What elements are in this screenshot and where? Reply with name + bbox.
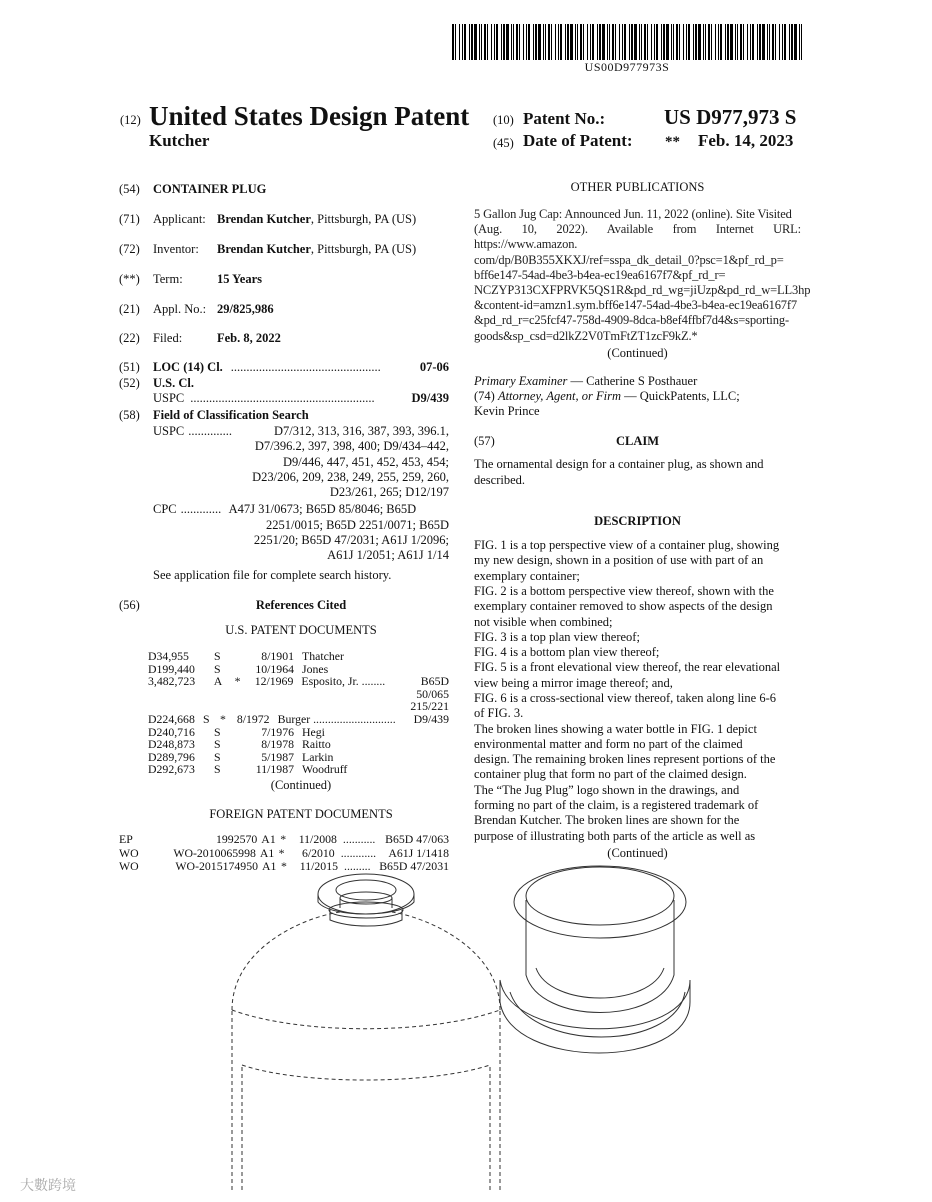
us-patent-doc-row <box>148 675 449 700</box>
barcode-bar <box>639 24 640 60</box>
barcode-bar <box>789 24 790 60</box>
claim-line: described. <box>474 472 526 487</box>
field-uspc-label: USPC <box>153 424 185 438</box>
barcode-number: US00D977973S <box>584 60 670 74</box>
applicant-name: Brendan Kutcher <box>217 212 311 226</box>
barcode-bar <box>599 24 601 60</box>
us-docs-continued: (Continued) <box>270 777 332 792</box>
barcode-bar <box>767 24 768 60</box>
barcode-bar <box>651 24 652 60</box>
field-cpc-label: CPC <box>153 502 177 517</box>
us-patent-doc-row <box>148 763 449 776</box>
description-line: of FIG. 3. <box>474 706 524 721</box>
description-line: FIG. 5 is a front elevational view thereof, the rear elevational <box>474 660 781 675</box>
term-label: Term: <box>153 272 183 286</box>
barcode-bar <box>523 24 524 60</box>
barcode-bar <box>526 24 527 60</box>
other-publication-line: NCZYP313CXFPRVK5QS1R&pd_rd_wg=jiUzp&pd_rd_w=LL3hp <box>474 283 811 298</box>
other-publication-line: com/dp/B0B355XKXJ/ref=sspa_dk_detail_0?psc=1&pf_rd_p= <box>474 252 784 267</box>
barcode-bar <box>597 24 598 60</box>
barcode-bar <box>565 24 566 60</box>
code-54: (54) <box>119 182 140 196</box>
see-application-note: See application file for complete search history. <box>153 567 392 582</box>
claim-text <box>474 457 801 488</box>
foreign-doc-dots: ........... <box>342 832 376 847</box>
us-doc-star <box>228 650 248 663</box>
patent-type-title: United States Design Patent <box>149 101 470 131</box>
barcode-bar <box>673 24 674 60</box>
barcode-bar <box>750 24 751 60</box>
us-doc-name: Esposito, Jr. ........ <box>301 674 386 689</box>
barcode-bar <box>580 24 582 60</box>
us-patent-documents-list <box>119 650 449 776</box>
foreign-doc-country: WO <box>119 859 139 874</box>
attorney-name: Kevin Prince <box>474 404 540 419</box>
patent-date: Feb. 14, 2023 <box>698 131 794 150</box>
us-doc-cls <box>385 650 449 663</box>
us-doc-cls: 215/221 <box>410 699 449 714</box>
field-uspc-leader: .............. <box>188 424 233 438</box>
code-52: (52) <box>119 376 140 390</box>
us-doc-cls: D9/439 <box>413 711 449 726</box>
barcode-bar <box>533 24 534 60</box>
inventor-location: , Pittsburgh, PA (US) <box>310 242 417 256</box>
code-56: (56) <box>119 597 140 612</box>
barcode-bar <box>725 24 726 60</box>
us-doc-num: D199,440 <box>148 661 195 676</box>
us-doc-cls <box>385 751 449 764</box>
foreign-doc-cls: B65D 47/2031 <box>379 859 449 874</box>
other-publication-line: (Aug. 10, 2022). Available from Internet URL: https://www.amazon. <box>474 222 801 252</box>
foreign-doc-country: WO <box>119 845 139 860</box>
attorney-label: Attorney, Agent, or Firm <box>497 389 621 404</box>
description-line: not visible when combined; <box>474 614 613 629</box>
inventor-label: Inventor: <box>153 242 199 256</box>
patent-no-label: Patent No.: <box>523 109 606 128</box>
barcode-bar <box>622 24 623 60</box>
appl-no-label: Appl. No.: <box>153 302 207 316</box>
barcode-bar <box>779 24 780 60</box>
barcode-bar <box>686 24 687 60</box>
code-term: (**) <box>119 272 140 286</box>
description-line: FIG. 6 is a cross-sectional view thereof, taken along line 6-6 <box>474 690 776 705</box>
barcode-bar <box>501 24 502 60</box>
description-line: FIG. 3 is a top plan view thereof; <box>474 629 640 644</box>
barcode-bar <box>769 24 770 60</box>
barcode-bar <box>602 24 605 60</box>
foreign-doc-kind: A1 <box>261 832 276 847</box>
description-label: DESCRIPTION <box>594 514 681 529</box>
barcode-bar <box>775 24 776 60</box>
barcode-bar <box>570 24 573 60</box>
barcode-bar <box>654 24 655 60</box>
us-doc-num: D34,955 <box>148 648 189 663</box>
us-doc-kind: A <box>213 674 223 689</box>
us-doc-name: Larkin <box>302 749 334 764</box>
barcode-bar <box>491 24 492 60</box>
us-doc-star: * <box>234 674 241 689</box>
other-publication-line: goods&sp_csd=d2lkZ2V0TmFtZT1zcF9kZ.* <box>474 328 698 343</box>
us-doc-star: * <box>220 711 226 726</box>
uspc-leader: ........................................................... <box>190 391 375 405</box>
right-column <box>474 180 811 861</box>
description-line: container plug that form no part of the claimed design. <box>474 767 747 782</box>
barcode-bar <box>459 24 460 60</box>
barcode-bar <box>644 24 646 60</box>
barcode-bar <box>743 24 744 60</box>
code-22: (22) <box>119 331 140 345</box>
barcode-bar <box>740 24 742 60</box>
barcode-bar <box>462 24 463 60</box>
uspc-value: D9/439 <box>411 391 449 405</box>
barcode-bar <box>641 24 642 60</box>
barcode-bar <box>683 24 684 60</box>
barcode-bar <box>464 24 466 60</box>
foreign-doc-dots: ......... <box>344 859 371 874</box>
description-line: FIG. 4 is a bottom plan view thereof; <box>474 645 660 660</box>
barcode-bar <box>560 24 562 60</box>
us-doc-date: 10/1964 <box>255 661 294 676</box>
barcode-bar <box>757 24 758 60</box>
us-doc-num: 3,482,723 <box>148 674 196 689</box>
us-doc-num: D289,796 <box>148 749 195 764</box>
barcode-bar <box>577 24 578 60</box>
foreign-patent-documents-label: FOREIGN PATENT DOCUMENTS <box>209 807 393 822</box>
us-doc-star <box>228 763 248 776</box>
foreign-doc-country: EP <box>119 832 133 847</box>
applicant-label: Applicant: <box>153 212 206 226</box>
barcode-bar <box>455 24 456 60</box>
watermark-logo: 大數跨境 <box>20 1179 76 1194</box>
attorney-firm: — QuickPatents, LLC; <box>620 389 740 404</box>
other-publication-line: bff6e147-54ad-4be3-b4ea-ec19ea6167f7&pf_rd_r= <box>474 267 726 282</box>
barcode-bar <box>528 24 530 60</box>
us-doc-date: 8/1901 <box>261 648 294 663</box>
barcode-bar <box>703 24 704 60</box>
barcode-bar <box>695 24 697 60</box>
foreign-doc-star: * <box>281 859 287 874</box>
foreign-doc-date: 11/2008 <box>298 832 337 847</box>
barcode-bar <box>469 24 470 60</box>
barcode-bar <box>656 24 658 60</box>
barcode-bar <box>715 24 716 60</box>
barcode-bar <box>693 24 694 60</box>
barcode-bar <box>607 24 608 60</box>
date-marker: ** <box>665 134 680 150</box>
barcode-bar <box>452 24 454 60</box>
barcode-bar <box>471 24 473 60</box>
barcode-bar <box>671 24 672 60</box>
loc-leader: ................................................ <box>230 360 381 374</box>
barcode-bar <box>484 24 486 60</box>
us-doc-star <box>228 751 248 764</box>
us-doc-kind: S <box>202 711 210 726</box>
us-patent-doc-row <box>148 650 449 663</box>
description-line: forming no part of the claim, is a registered trademark of <box>474 798 759 813</box>
barcode-bar <box>587 24 588 60</box>
description-line: design. The remaining broken lines represent portions of the <box>474 752 776 767</box>
other-publication-line: &pd_rd_r=c25fcf47-758d-4909-8dca-b8ef4ffbf7d4&s=sporting- <box>474 313 789 328</box>
description-line: exemplary container removed to show aspects of the design <box>474 599 773 614</box>
barcode-bar <box>496 24 498 60</box>
us-doc-kind: S <box>214 737 221 752</box>
barcode-bar <box>759 24 761 60</box>
us-doc-name: Woodruff <box>302 762 348 777</box>
description-line: The “The Jug Plug” logo shown in the drawings, and <box>474 782 740 797</box>
barcode-bar <box>720 24 722 60</box>
description-line: The broken lines showing a water bottle in FIG. 1 depict <box>474 721 757 736</box>
us-doc-kind: S <box>214 749 221 764</box>
code-51: (51) <box>119 360 140 374</box>
left-column <box>119 182 449 874</box>
barcode-bar <box>688 24 690 60</box>
barcode-bar <box>619 24 620 60</box>
description-line: environmental matter and form no part of the claimed <box>474 736 743 751</box>
barcode-bar <box>772 24 774 60</box>
barcode-bar <box>676 24 678 60</box>
date-of-patent-label: Date of Patent: <box>523 131 633 150</box>
field-uspc-line: D23/261, 265; D12/197 <box>329 485 449 500</box>
other-publication-line: &content-id=amzn1.sym.bff6e147-54ad-4be3-b4ea-ec19ea6167f7 <box>474 298 798 313</box>
field-uspc-line: D7/396.2, 397, 398, 400; D9/434–442, <box>254 439 449 454</box>
claim-label: CLAIM <box>615 434 660 449</box>
us-doc-star <box>228 726 248 739</box>
foreign-patent-doc-row <box>119 833 449 847</box>
other-publications-label: OTHER PUBLICATIONS <box>570 180 705 194</box>
figure-drawing <box>0 860 932 1200</box>
bottle-outline <box>232 912 500 1190</box>
barcode-bar <box>705 24 706 60</box>
barcode-bar <box>519 24 520 60</box>
us-cl-label: U.S. Cl. <box>153 376 194 390</box>
barcode-bar <box>590 24 591 60</box>
field-uspc-line: D23/206, 209, 238, 249, 255, 259, 260, <box>252 469 449 484</box>
barcode-bar <box>558 24 559 60</box>
barcode-bar <box>663 24 665 60</box>
barcode-bar <box>708 24 710 60</box>
loc-value: 07-06 <box>419 360 449 374</box>
barcode-bar <box>794 24 797 60</box>
barcode-bar <box>474 24 477 60</box>
foreign-doc-dots: ............ <box>340 845 377 860</box>
field-uspc-values <box>230 424 449 500</box>
us-doc-num: D248,873 <box>148 737 195 752</box>
inventor-name: Brendan Kutcher <box>217 242 311 256</box>
term-value: 15 Years <box>217 272 263 286</box>
barcode-bar <box>718 24 719 60</box>
examiner-name: — Catherine S Posthauer <box>567 373 698 388</box>
barcode-bar <box>567 24 569 60</box>
us-patent-documents-label: U.S. PATENT DOCUMENTS <box>225 622 377 637</box>
loc-label: LOC (14) Cl. <box>153 360 223 374</box>
field-uspc-line: D9/446, 447, 451, 452, 453, 454; <box>283 454 449 469</box>
barcode-bar <box>634 24 637 60</box>
barcode-bar <box>661 24 662 60</box>
us-doc-cls <box>385 738 449 751</box>
filed-label: Filed: <box>153 331 183 345</box>
barcode-bar <box>609 24 610 60</box>
code-21: (21) <box>119 302 140 316</box>
barcode-bar <box>538 24 541 60</box>
barcode-bar <box>801 24 802 60</box>
us-doc-cls: B65D 50/065 <box>416 674 449 701</box>
barcode-bar <box>752 24 754 60</box>
barcode-bar <box>679 24 680 60</box>
us-doc-date: 8/1978 <box>261 737 294 752</box>
field-uspc-line: D7/312, 313, 316, 387, 393, 396.1, <box>274 424 449 438</box>
us-patent-doc-row <box>148 738 449 751</box>
barcode-bar <box>551 24 552 60</box>
barcode-bar <box>612 24 614 60</box>
foreign-doc-star: * <box>278 845 285 860</box>
us-doc-kind: S <box>214 648 221 663</box>
code-72: (72) <box>119 242 140 256</box>
barcode-bar <box>506 24 509 60</box>
us-doc-cls <box>385 726 449 739</box>
field-cpc-line: A61J 1/2051; A61J 1/14 <box>327 548 449 563</box>
code-10: (10) <box>493 113 514 127</box>
us-doc-date: 7/1976 <box>261 724 294 739</box>
field-cpc-values <box>229 502 449 563</box>
barcode-bar <box>629 24 630 60</box>
description-line: FIG. 2 is a bottom perspective view thereof, shown with the <box>474 583 774 598</box>
us-patent-doc-row <box>148 713 449 726</box>
barcode-bar <box>481 24 482 60</box>
foreign-doc-date: 6/2010 <box>301 845 335 860</box>
barcode-bar <box>624 24 626 60</box>
us-doc-name: Thatcher <box>302 648 344 663</box>
foreign-doc-num: WO-2015174950 <box>175 859 258 874</box>
us-doc-date: 11/1987 <box>255 762 294 777</box>
other-publication-line: 5 Gallon Jug Cap: Announced Jun. 11, 2022 (online). Site Visited <box>474 207 792 221</box>
field-cpc-line: A47J 31/0673; B65D 85/8046; B65D <box>228 502 417 517</box>
barcode-bar <box>583 24 584 60</box>
code-12: (12) <box>120 113 141 127</box>
us-doc-kind: S <box>214 661 221 676</box>
code-45: (45) <box>493 136 514 150</box>
us-doc-kind: S <box>214 762 221 777</box>
description-line: view being a mirror image thereof; and, <box>474 675 673 690</box>
foreign-doc-cls: B65D 47/063 <box>385 832 449 847</box>
foreign-doc-kind: A1 <box>259 845 275 860</box>
barcode-bar <box>494 24 495 60</box>
design-title: CONTAINER PLUG <box>153 182 267 196</box>
barcode-bar <box>747 24 748 60</box>
inventor-short: Kutcher <box>149 131 210 150</box>
barcode-bar <box>513 24 514 60</box>
barcode-bar <box>631 24 633 60</box>
description-line: FIG. 1 is a top perspective view of a container plug, showing <box>474 538 780 553</box>
us-doc-name: Jones <box>302 661 329 676</box>
barcode-bar <box>503 24 505 60</box>
barcode-bar <box>487 24 488 60</box>
description-line: my new design, shown in a position of use with part of an <box>474 553 764 568</box>
us-doc-name: Raitto <box>302 737 331 752</box>
field-cpc-line: 2251/20; B65D 47/2031; A61J 1/2096; <box>253 533 449 548</box>
us-doc-cls <box>385 763 449 776</box>
us-doc-kind: S <box>214 724 221 739</box>
uspc-label: USPC <box>153 391 185 405</box>
examiner-label: Primary Examiner <box>474 373 568 388</box>
field-cpc-line: 2251/0015; B65D 2251/0071; B65D <box>266 517 449 532</box>
other-publications-text <box>474 207 811 344</box>
us-doc-num: D240,716 <box>148 724 195 739</box>
barcode-bar <box>737 24 738 60</box>
barcode-bar <box>479 24 480 60</box>
barcode-bar <box>548 24 550 60</box>
filed-date: Feb. 8, 2022 <box>217 331 281 345</box>
code-58: (58) <box>119 408 140 422</box>
code-71: (71) <box>119 212 140 226</box>
foreign-patent-doc-row <box>119 847 449 861</box>
code-74: (74) <box>474 389 495 404</box>
barcode-bar <box>555 24 556 60</box>
barcode-bar <box>543 24 544 60</box>
barcode-bar <box>666 24 669 60</box>
us-doc-name: Burger ............................ <box>277 711 396 726</box>
patent-number: US D977,973 S <box>664 105 797 129</box>
foreign-doc-num: WO-2010065998 <box>173 845 256 860</box>
barcode-bar <box>535 24 537 60</box>
barcode-bar <box>799 24 800 60</box>
description-line: Brendan Kutcher. The broken lines are shown for the <box>474 813 740 828</box>
description-line: purpose of illustrating both parts of the article as well as <box>474 828 756 843</box>
foreign-doc-cls: A61J 1/1418 <box>388 845 449 860</box>
references-cited-label: References Cited <box>255 597 347 612</box>
description-text <box>474 538 801 844</box>
field-cpc-leader: ............. <box>180 502 222 517</box>
barcode-bar <box>545 24 546 60</box>
barcode-bar <box>516 24 518 60</box>
foreign-doc-num: 1992570 <box>216 832 258 847</box>
foreign-doc-star: * <box>280 832 287 847</box>
foreign-doc-date: 11/2015 <box>299 859 338 874</box>
barcode-bar <box>698 24 701 60</box>
barcode-bar <box>735 24 736 60</box>
appl-no: 29/825,986 <box>217 302 274 316</box>
us-doc-date: 5/1987 <box>261 749 294 764</box>
foreign-doc-kind: A1 <box>262 859 277 874</box>
description-continued: (Continued) <box>607 845 668 860</box>
barcode-bar <box>762 24 765 60</box>
us-doc-star <box>228 738 248 751</box>
description-line: exemplary container; <box>474 568 580 583</box>
field-search-label: Field of Classification Search <box>153 408 309 422</box>
barcode-bar <box>791 24 793 60</box>
claim-line: The ornamental design for a container plug, as shown and <box>474 457 764 472</box>
barcode-bar <box>575 24 576 60</box>
barcode-bar <box>647 24 648 60</box>
barcode <box>452 24 802 60</box>
barcode-bar <box>511 24 512 60</box>
us-doc-date: 8/1972 <box>236 711 270 726</box>
code-57: (57) <box>474 434 495 449</box>
applicant-location: , Pittsburgh, PA (US) <box>310 212 417 226</box>
other-pubs-continued: (Continued) <box>607 345 668 360</box>
barcode-bar <box>592 24 594 60</box>
barcode-bar <box>615 24 616 60</box>
us-doc-date: 12/1969 <box>254 674 294 689</box>
us-doc-num: D292,673 <box>148 762 195 777</box>
barcode-bar <box>730 24 733 60</box>
barcode-bar <box>782 24 783 60</box>
barcode-bar <box>784 24 786 60</box>
us-doc-num: D224,668 <box>148 711 195 726</box>
barcode-bar <box>711 24 712 60</box>
us-doc-name: Hegi <box>302 724 325 739</box>
barcode-bar <box>727 24 729 60</box>
